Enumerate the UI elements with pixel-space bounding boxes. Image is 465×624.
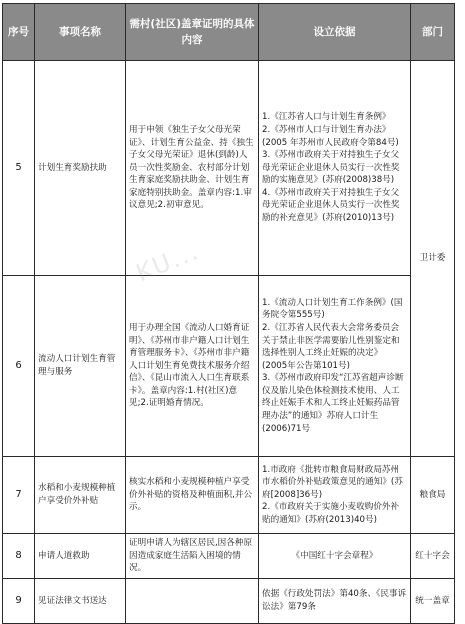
row-number: 7 <box>3 457 35 534</box>
basis-line: 1.《流动人口计划生育工作条例》(国务院令第555号) <box>262 297 403 321</box>
row-number: 6 <box>3 276 35 457</box>
table-row <box>3 579 455 624</box>
department: 红十字会 <box>411 534 455 579</box>
header-item: 事项名称 <box>35 4 126 61</box>
stamp-content: 核实水稻和小麦规模种植户享受价外补贴的资格及种植面积,并公示。 <box>126 457 259 534</box>
basis-line: 3.《苏州市政府印发“江苏省超声诊断仪及胎儿染色体检测技术使用、人工终止妊娠手术和人工终止妊娠药品管理办法”的通知》苏府人口计生(2006)71号 <box>262 373 404 434</box>
header-content: 需村(社区)盖章证明的具体内容 <box>126 4 259 61</box>
item-name: 见证法律文书送达 <box>35 579 126 624</box>
legal-basis <box>259 61 411 276</box>
stamp-content: 用于办理全国《流动人口婚育证明》、《苏州市非户籍人口计划生育管理服务卡》、《苏州市非户籍人口计划生育免费技术服务介绍信》、《昆山市流入人口生育联系卡》。盖章内容:1.村(社区)意见;2.证明婚育情况。 <box>126 276 259 457</box>
legal-basis <box>259 276 411 457</box>
watermark: KU... <box>132 236 204 288</box>
basis-line: 2.《市政府关于实施小麦收购价外补贴的通知》(苏府(2013)40号) <box>262 502 400 525</box>
basis-line: 1.《江苏省人口与计划生育条例》 <box>262 112 391 123</box>
department: 统一盖章 <box>411 579 455 624</box>
legal-basis <box>259 579 411 624</box>
basis-line: 4.《苏州市政府关于对持独生子女父母光荣证企业退休人员实行一次性奖励的补充意见》(苏府(2010)13号) <box>262 187 400 224</box>
basis-line: 2.《江苏省人民代表大会常务委员会关于禁止非医学需要胎儿性别鉴定和选择性别人工终止妊娠的决定》(2005年公告第101号) <box>262 322 400 371</box>
legal-basis <box>259 457 411 534</box>
row-number: 9 <box>3 579 35 624</box>
department: 粮食局 <box>411 457 455 534</box>
item-name: 申请人道救助 <box>35 534 126 579</box>
department: 卫计委 <box>411 61 455 457</box>
header-no: 序号 <box>3 4 35 61</box>
header-basis: 设立依据 <box>259 4 411 61</box>
table-row <box>3 276 455 457</box>
row-number: 5 <box>3 61 35 276</box>
header-dept: 部门 <box>411 4 455 61</box>
item-name: 水稻和小麦规模种植户享受价外补贴 <box>35 457 126 534</box>
row-number: 8 <box>3 534 35 579</box>
item-name: 流动人口计划生育管理与服务 <box>35 276 126 457</box>
stamp-content: 用于申领《独生子女父母光荣证》、计划生育公益金、持《独生子女父母光荣证》退休(到龄)人员一次性奖励金、农村部分计划生育家庭奖励扶助金、计划生育家庭特别扶助金。盖章内容:1.审议意见;2.初审意见。 <box>126 61 259 276</box>
basis-line: 1.市政府《批转市粮食局财政局苏州市水稻价外补贴政策意见的通知》(苏府[2008]36号) <box>262 464 403 500</box>
legal-basis <box>259 534 411 579</box>
table-row <box>3 534 455 579</box>
basis-line: 2.《苏州市人口与计划生育办法》(2005 年苏州市人民政府令第84号) <box>262 124 399 148</box>
table-row <box>3 457 455 534</box>
basis-line: 3.《苏州市政府关于对持独生子女父母光荣证企业退休人员实行一次性奖励的实施意见》(苏府(2008)38号) <box>262 150 400 186</box>
basis-line: 依据《行政处罚法》第40条、《民事诉讼法》第79条 <box>262 589 407 612</box>
stamp-content <box>126 579 259 624</box>
items-table <box>2 3 455 624</box>
basis-line: 《中国红十字会章程》 <box>291 550 378 561</box>
table-header-row <box>3 4 455 61</box>
item-name: 计划生育奖励扶助 <box>35 61 126 276</box>
stamp-content: 证明申请人为辖区居民,因各种原因造成家庭生活陷入困境的情况。 <box>126 534 259 579</box>
table-row <box>3 61 455 276</box>
